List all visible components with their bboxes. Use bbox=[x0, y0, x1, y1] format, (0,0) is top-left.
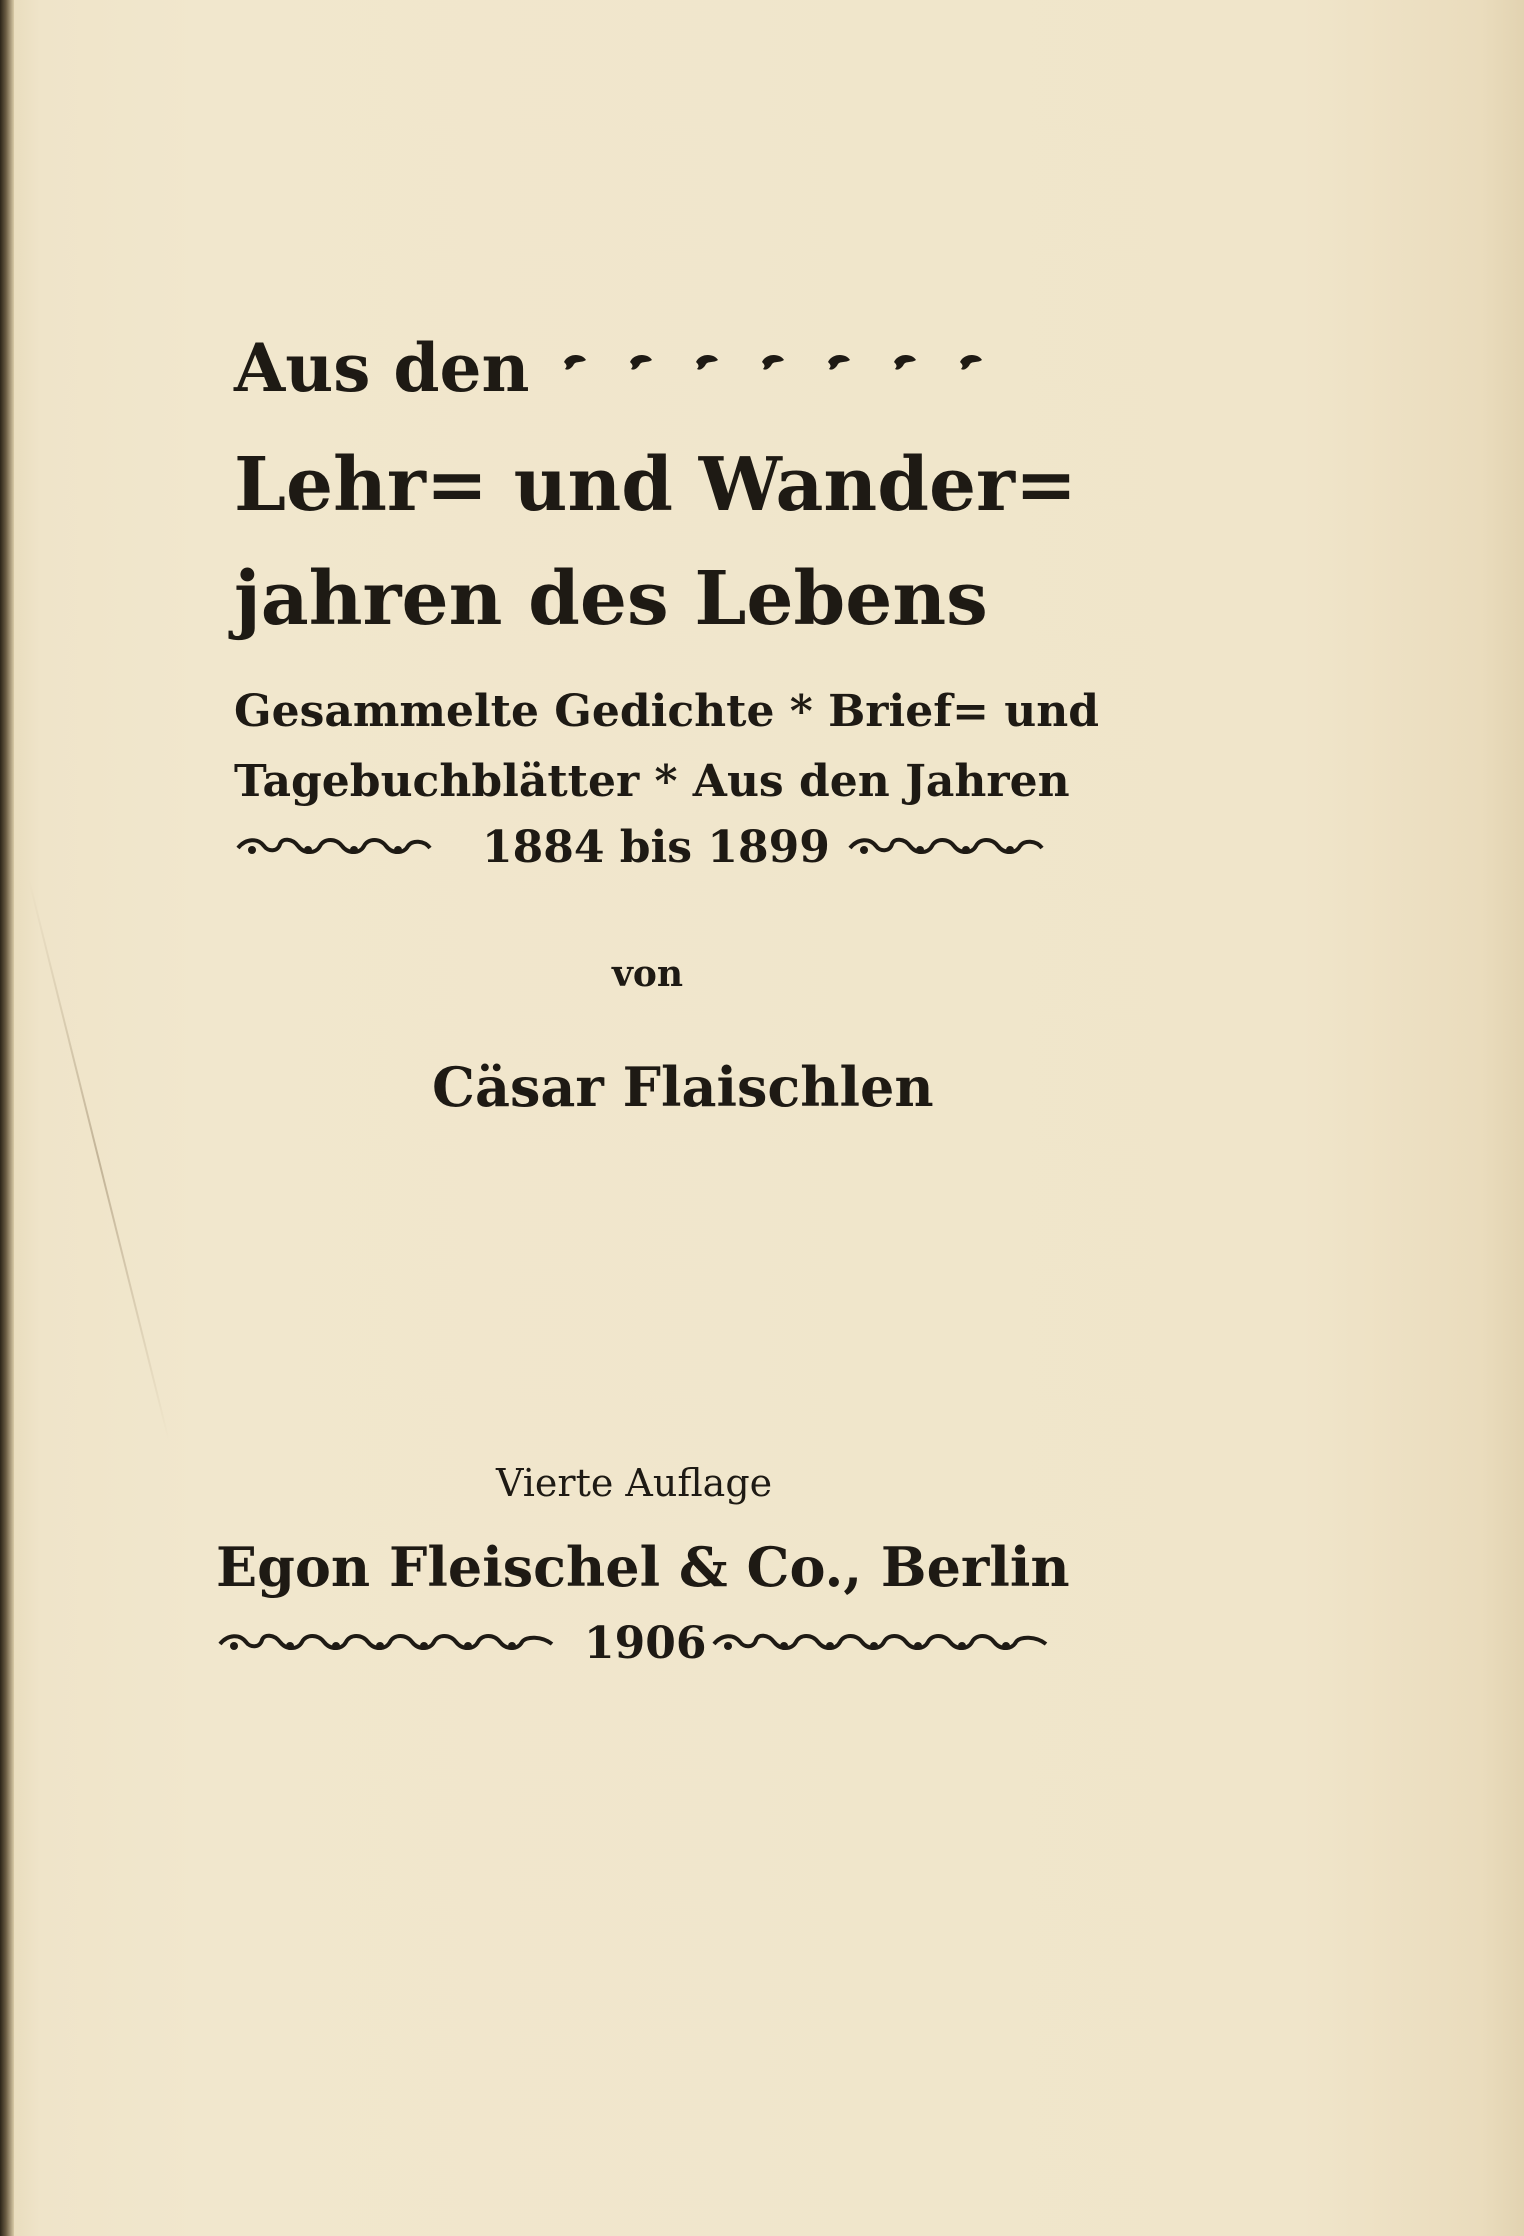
edition-label: Vierte Auflage bbox=[496, 1461, 773, 1505]
leaf-ornament-row bbox=[562, 352, 984, 372]
scroll-ornament-icon bbox=[216, 1632, 556, 1656]
scroll-ornament-icon bbox=[234, 836, 434, 860]
author-name: Cäsar Flaischlen bbox=[432, 1055, 934, 1119]
publisher-line: Egon Fleischel & Co., Berlin bbox=[216, 1535, 1070, 1599]
by-word: von bbox=[612, 953, 684, 995]
leaf-ornament-icon bbox=[628, 352, 654, 372]
leaf-ornament-icon bbox=[958, 352, 984, 372]
title-line-2: Lehr= und Wander= bbox=[234, 442, 1078, 528]
subtitle-line-1: Gesammelte Gedichte * Brief= und bbox=[234, 686, 1100, 737]
book-spine-edge bbox=[0, 0, 14, 2236]
scroll-ornament-icon bbox=[846, 836, 1046, 860]
leaf-ornament-icon bbox=[892, 352, 918, 372]
years-range: 1884 bis 1899 bbox=[482, 822, 830, 873]
title-line-1: Aus den bbox=[234, 329, 530, 407]
subtitle-line-2: Tagebuchblätter * Aus den Jahren bbox=[234, 756, 1070, 807]
leaf-ornament-icon bbox=[694, 352, 720, 372]
title-line-3: jahren des Lebens bbox=[234, 556, 988, 642]
leaf-ornament-icon bbox=[562, 352, 588, 372]
paper-crease bbox=[28, 880, 170, 1443]
leaf-ornament-icon bbox=[826, 352, 852, 372]
publication-year: 1906 bbox=[584, 1618, 707, 1669]
leaf-ornament-icon bbox=[760, 352, 786, 372]
scroll-ornament-icon bbox=[710, 1632, 1050, 1656]
